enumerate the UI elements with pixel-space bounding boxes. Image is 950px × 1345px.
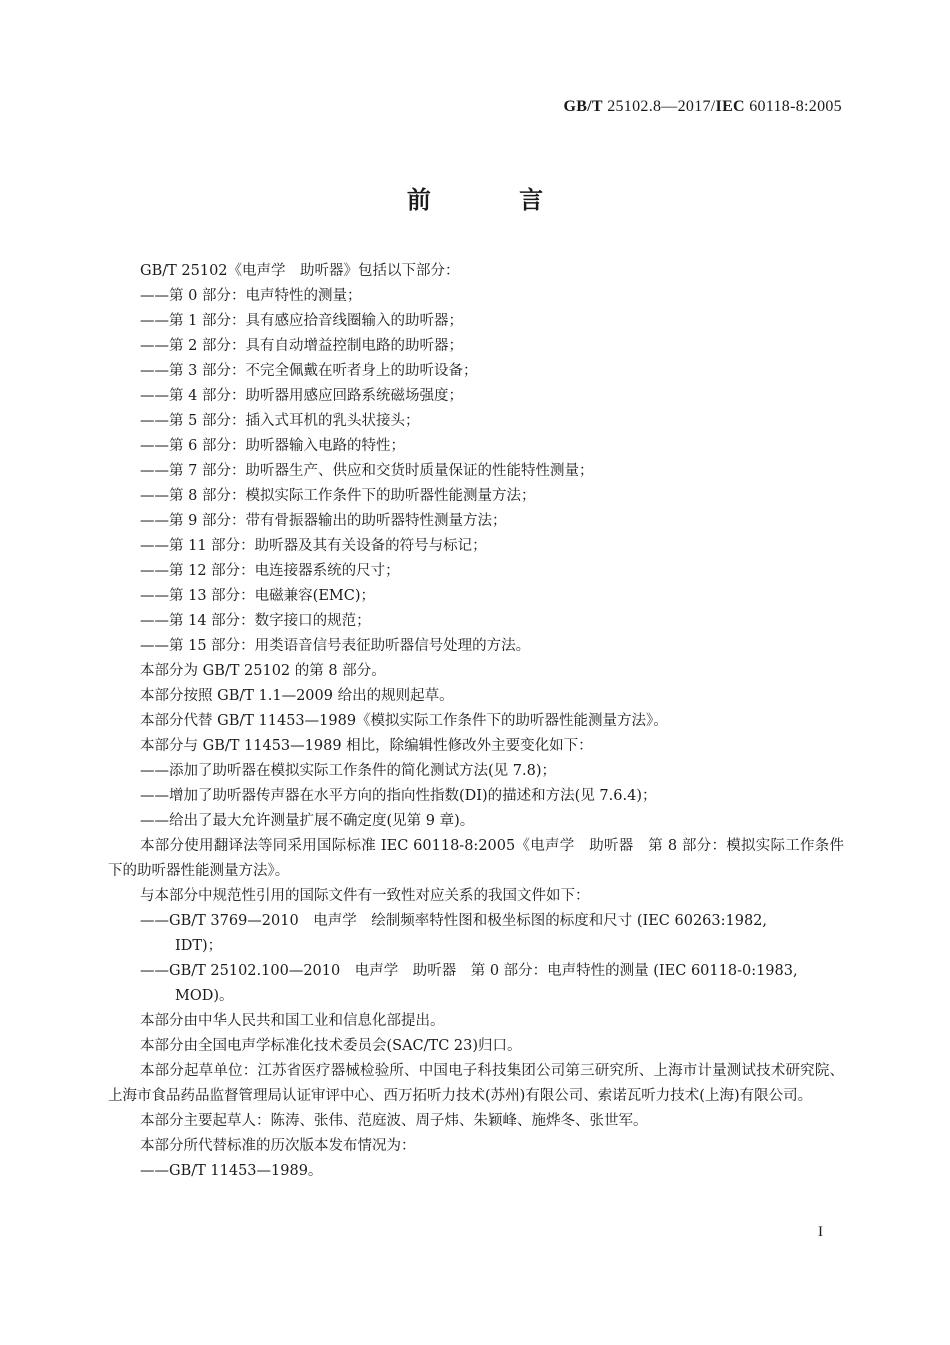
- list-item: ——第 14 部分：数字接口的规范；: [140, 613, 371, 629]
- list-item: ——增加了助听器传声器在水平方向的指向性指数(DI)的描述和方法(见 7.6.4)；: [140, 788, 657, 804]
- list-item: ——第 12 部分：电连接器系统的尺寸；: [140, 563, 400, 579]
- list-item: ——第 15 部分：用类语音信号表征助听器信号处理的方法。: [140, 638, 531, 654]
- page-number: I: [818, 1224, 823, 1240]
- list-item: ——第 1 部分：具有感应拾音线圈输入的助听器；: [140, 313, 463, 329]
- foreword-body: [108, 259, 844, 1184]
- translation-statement: 本部分使用翻译法等同采用国际标准 IEC 60118-8:2005《电声学 助听器 第 8 部分：模拟实际工作条件下的助听器性能测量方法》。: [108, 838, 844, 879]
- drafters: 本部分主要起草人：陈涛、张伟、范庭波、周子炜、朱颖峰、施烨冬、张世军。: [140, 1113, 648, 1129]
- list-item: ——第 5 部分：插入式耳机的乳头状接头；: [140, 413, 420, 429]
- list-item: ——第 2 部分：具有自动增益控制电路的助听器；: [140, 338, 463, 354]
- references-intro: 与本部分中规范性引用的国际文件有一致性对应关系的我国文件如下：: [140, 888, 590, 904]
- list-item: ——添加了助听器在模拟实际工作条件的简化测试方法(见 7.8)；: [140, 763, 556, 779]
- page-title: 前 言: [406, 186, 584, 214]
- list-item: ——GB/T 11453—1989。: [140, 1163, 323, 1179]
- list-item: ——第 3 部分：不完全佩戴在听者身上的助听设备；: [140, 363, 478, 379]
- drafting-units: 本部分起草单位：江苏省医疗器械检验所、中国电子科技集团公司第三研究所、上海市计量测试技术研究院、上海市食品药品监督管理局认证审评中心、西万拓听力技术(苏州)有限公司、索诺瓦听力技术(上海)有限公司。: [108, 1063, 844, 1104]
- list-item: ——第 0 部分：电声特性的测量；: [140, 288, 362, 304]
- list-item: ——第 8 部分：模拟实际工作条件下的助听器性能测量方法；: [140, 488, 536, 504]
- list-item: ——给出了最大允许测量扩展不确定度(见第 9 章)。: [140, 813, 475, 829]
- list-item: ——第 11 部分：助听器及其有关设备的符号与标记；: [140, 538, 487, 554]
- list-item: ——GB/T 25102.100—2010 电声学 助听器 第 0 部分：电声特性的测量 (IEC 60118-0:1983, MOD)。: [140, 963, 798, 1004]
- list-item: ——第 9 部分：带有骨振器输出的助听器特性测量方法；: [140, 513, 507, 529]
- list-item: ——第 13 部分：电磁兼容(EMC)；: [140, 588, 376, 604]
- list-item: ——第 7 部分：助听器生产、供应和交货时质量保证的性能特性测量；: [140, 463, 594, 479]
- proposed-by: 本部分由中华人民共和国工业和信息化部提出。: [140, 1013, 445, 1029]
- changes-intro: 本部分与 GB/T 11453—1989 相比，除编辑性修改外主要变化如下：: [140, 738, 593, 754]
- replaces-statement: 本部分代替 GB/T 11453—1989《模拟实际工作条件下的助听器性能测量方法》。: [140, 713, 668, 729]
- part-statement: 本部分为 GB/T 25102 的第 8 部分。: [140, 663, 386, 679]
- list-item: ——第 6 部分：助听器输入电路的特性；: [140, 438, 405, 454]
- managed-by: 本部分由全国电声学标准化技术委员会(SAC/TC 23)归口。: [140, 1038, 522, 1054]
- history-intro: 本部分所代替标准的历次版本发布情况为：: [140, 1138, 416, 1154]
- list-item: ——第 4 部分：助听器用感应回路系统磁场强度；: [140, 388, 463, 404]
- intro-paragraph: GB/T 25102《电声学 助听器》包括以下部分：: [140, 263, 460, 279]
- standard-code: GB/T 25102.8—2017/IEC 60118-8:2005: [563, 98, 842, 115]
- list-item: ——GB/T 3769—2010 电声学 绘制频率特性图和极坐标图的标度和尺寸 (IEC 60263:1982, IDT)；: [140, 913, 768, 954]
- drafting-rules: 本部分按照 GB/T 1.1—2009 给出的规则起草。: [140, 688, 454, 704]
